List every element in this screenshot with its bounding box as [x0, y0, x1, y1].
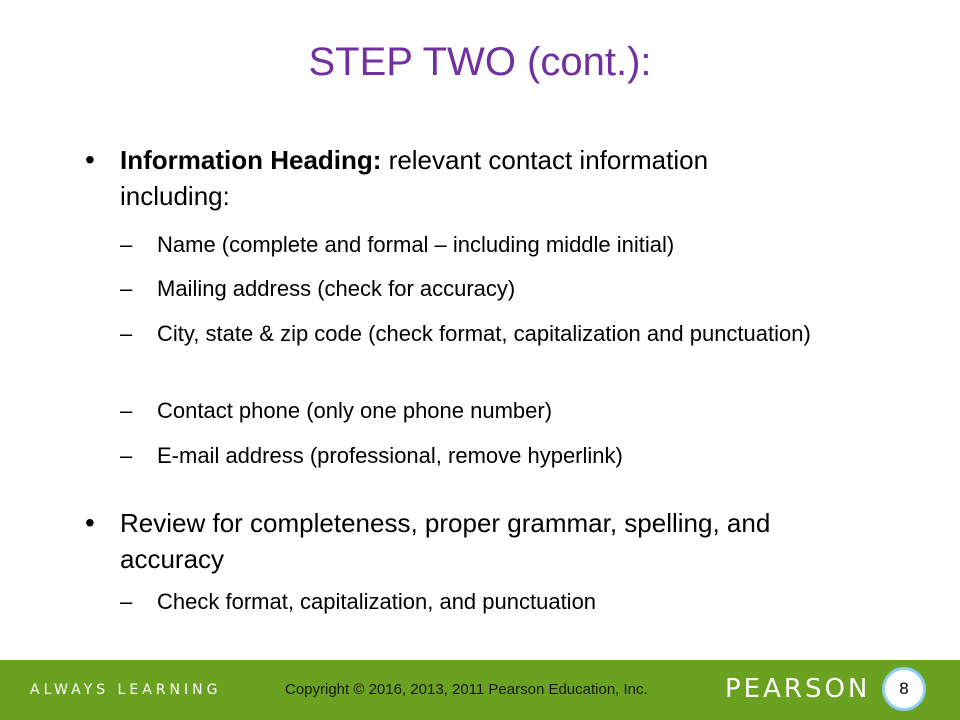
bullet-text: relevant contact information including: [120, 145, 709, 211]
subitem-check-format: Check format, capitalization, and punctuation [157, 589, 597, 614]
subitem-contact-phone: Contact phone (only one phone number) [157, 398, 553, 423]
dash-marker: – [120, 443, 133, 468]
footer-copyright: Copyright © 2016, 2013, 2011 Pearson Education, Inc. [285, 681, 648, 698]
subitem-name: Name (complete and formal – including middle initial) [157, 232, 675, 257]
footer-bar [0, 660, 960, 720]
dash-marker: – [120, 398, 133, 423]
page-number-badge: 8 [882, 667, 926, 711]
bullet-text: Review for completeness, proper grammar, spelling, and accuracy [120, 508, 771, 574]
bullet-item-review [120, 505, 800, 577]
dash-marker: – [120, 321, 133, 346]
slide-title: STEP TWO (cont.): [308, 40, 652, 84]
pearson-logo: PEARSON [725, 674, 871, 704]
dash-marker: – [120, 589, 133, 614]
bullet-marker: • [85, 507, 95, 538]
subitem-mailing-address: Mailing address (check for accuracy) [157, 276, 516, 301]
bullet-marker: • [85, 144, 95, 175]
dash-marker: – [120, 232, 133, 257]
subitem-city-state-zip: City, state & zip code (check format, capitalization and punctuation) [157, 321, 811, 346]
dash-marker: – [120, 276, 133, 301]
footer-tagline: ALWAYS LEARNING [30, 682, 222, 698]
bullet-item-information-heading [120, 142, 820, 214]
subitem-email-address: E-mail address (professional, remove hyperlink) [157, 443, 623, 468]
bullet-bold-label: Information Heading: [120, 145, 382, 175]
